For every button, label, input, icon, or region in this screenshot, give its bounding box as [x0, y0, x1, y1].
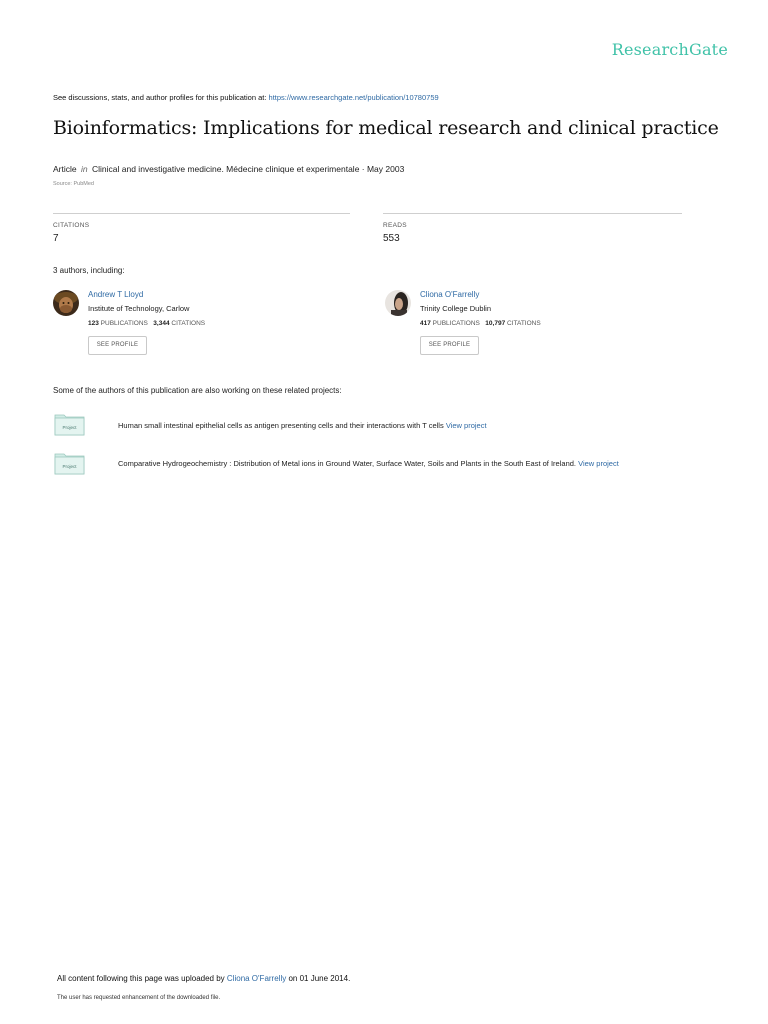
projects-heading: Some of the authors of this publication are also working on these related projects:: [53, 386, 342, 395]
researchgate-logo[interactable]: ResearchGate: [611, 40, 728, 59]
author-stats-lloyd: [88, 320, 205, 327]
citations-label: CITATIONS: [53, 222, 90, 229]
author-avatar-lloyd[interactable]: [53, 290, 79, 316]
project-title: Comparative Hydrogeochemistry : Distribution of Metal ions in Ground Water, Surface Water, Soils and Plants in the South East of Ireland.: [118, 459, 576, 468]
citations-count: 3,344: [153, 320, 170, 327]
project-folder-icon[interactable]: [54, 451, 86, 476]
enhancement-note: The user has requested enhancement of the downloaded file.: [57, 995, 221, 1001]
reads-divider: [383, 213, 682, 214]
project-icon-label: Project: [62, 425, 77, 430]
upload-prefix: All content following this page was uploaded by: [57, 974, 225, 983]
publications-count: 123: [88, 320, 99, 327]
author-name-lloyd[interactable]: Andrew T Lloyd: [88, 290, 144, 299]
publication-title: Bioinformatics: Implications for medical research and clinical practice: [53, 117, 719, 139]
publication-source: Source: PubMed: [53, 181, 94, 187]
see-profile-button-ofarrelly[interactable]: SEE PROFILE: [420, 336, 479, 355]
project-item: [118, 459, 619, 468]
upload-suffix: on 01 June 2014.: [288, 974, 351, 983]
upload-notice: [57, 974, 350, 983]
author-name-ofarrelly[interactable]: Cliona O'Farrelly: [420, 290, 480, 299]
author-avatar-ofarrelly[interactable]: [385, 290, 411, 316]
in-word: in: [81, 164, 88, 174]
citations-label: CITATIONS: [171, 320, 206, 327]
authors-heading: 3 authors, including:: [53, 266, 125, 275]
publications-label: PUBLICATIONS: [100, 320, 148, 327]
view-project-link[interactable]: View project: [445, 421, 487, 430]
discussion-notice: [53, 93, 439, 102]
author-institution-ofarrelly: Trinity College Dublin: [420, 304, 492, 313]
uploader-link[interactable]: Cliona O'Farrelly: [226, 974, 287, 983]
discussion-prefix: See discussions, stats, and author profiles for this publication at:: [53, 93, 269, 102]
citations-divider: [53, 213, 350, 214]
publications-label: PUBLICATIONS: [432, 320, 480, 327]
view-project-link[interactable]: View project: [578, 459, 619, 468]
publication-type: Article: [53, 164, 77, 174]
reads-value: 553: [383, 233, 400, 244]
see-profile-button-lloyd[interactable]: SEE PROFILE: [88, 336, 147, 355]
citations-label: CITATIONS: [507, 320, 541, 327]
citations-value: 7: [53, 233, 59, 244]
citations-count: 10,797: [485, 320, 506, 327]
author-institution-lloyd: Institute of Technology, Carlow: [88, 304, 190, 313]
publication-url-link[interactable]: https://www.researchgate.net/publication/10780759: [268, 93, 439, 102]
publications-count: 417: [420, 320, 431, 327]
project-title: Human small intestinal epithelial cells as antigen presenting cells and their interactions with T cells: [118, 421, 444, 430]
author-stats-ofarrelly: [420, 320, 541, 327]
project-folder-icon[interactable]: [54, 412, 86, 437]
project-item: [118, 421, 487, 430]
publication-meta: [53, 164, 404, 174]
journal-name: Clinical and investigative medicine. Médecine clinique et experimentale · May 2003: [92, 164, 405, 174]
reads-label: READS: [383, 222, 407, 229]
project-icon-label: Project: [62, 464, 77, 469]
